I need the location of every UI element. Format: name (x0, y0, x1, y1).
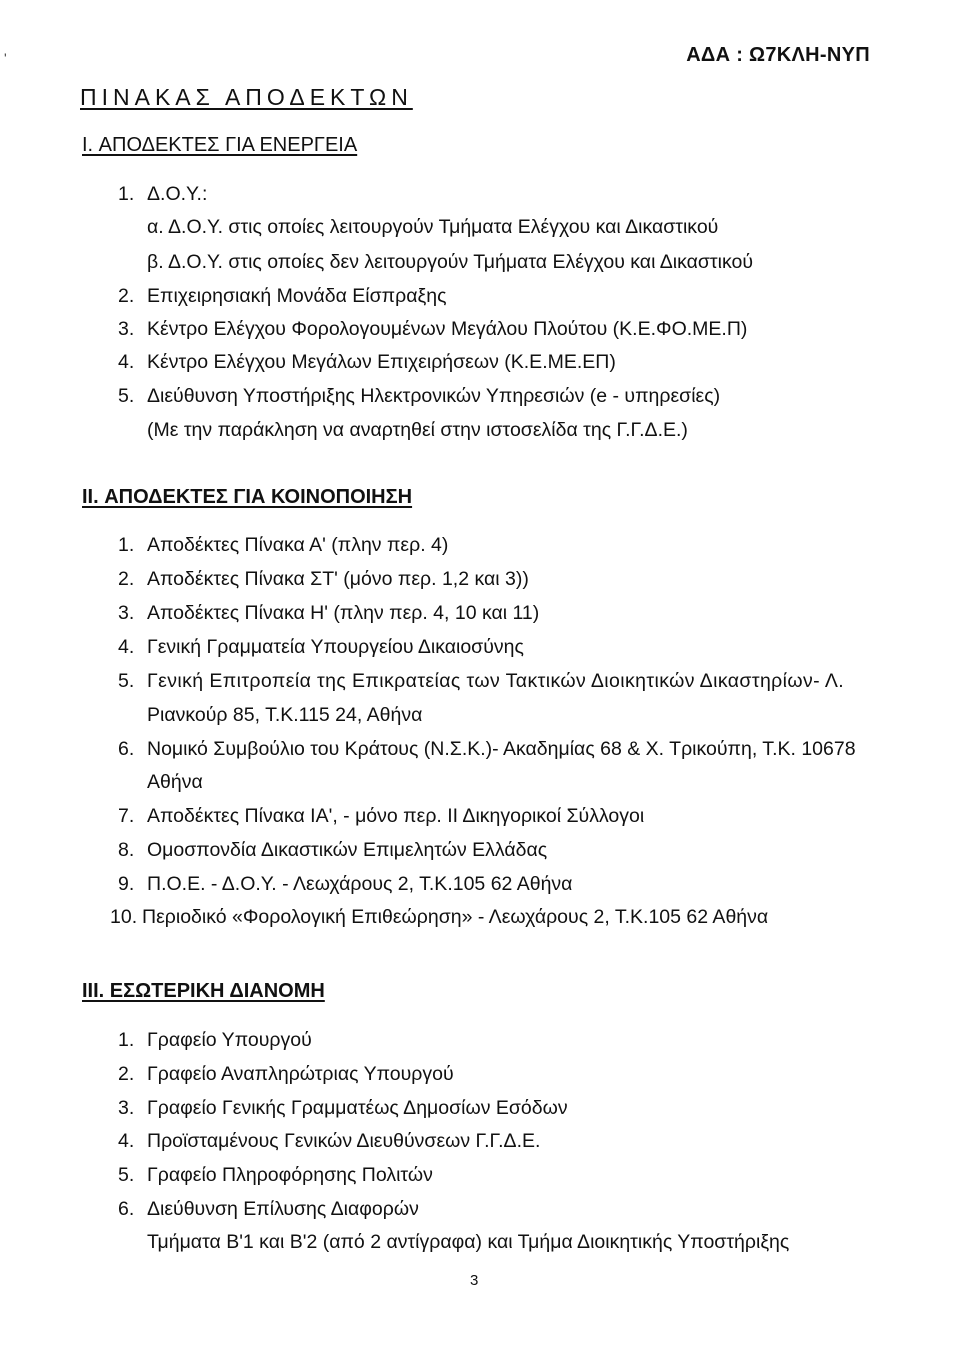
list-item: Αποδέκτες Πίνακα ΣΤ' (μόνο περ. 1,2 και 3)) (147, 568, 529, 590)
list-item-number: 10. (110, 906, 138, 928)
margin-mark: ʹ (4, 50, 7, 66)
list-item: α. Δ.Ο.Υ. στις οποίες λειτουργούν Τμήματα Ελέγχου και Δικαστικού (147, 216, 719, 238)
list-item: Γραφείο Γενικής Γραμματέως Δημοσίων Εσόδων (147, 1097, 568, 1119)
list-item: Γενική Γραμματεία Υπουργείου Δικαιοσύνης (147, 636, 524, 658)
page-number: 3 (470, 1272, 479, 1289)
list-item-number: 3. (118, 318, 135, 340)
section-1-heading: I. ΑΠΟΔΕΚΤΕΣ ΓΙΑ ΕΝΕΡΓΕΙΑ (82, 134, 358, 156)
list-item-number: 5. (118, 385, 135, 407)
list-item: Διεύθυνση Επίλυσης Διαφορών (147, 1198, 419, 1220)
list-item: Περιοδικό «Φορολογική Επιθεώρηση» - Λεωχάρους 2, Τ.Κ.105 62 Αθήνα (142, 906, 769, 928)
list-item-number: 1. (118, 534, 135, 556)
ada-code: ΑΔΑ : Ω7ΚΛΗ-ΝΥΠ (686, 44, 870, 66)
page-title: ΠΙΝΑΚΑΣ ΑΠΟΔΕΚΤΩΝ (80, 84, 413, 110)
list-item: Νομικό Συμβούλιο του Κράτους (Ν.Σ.Κ.)- Ακαδημίας 68 & Χ. Τρικούπη, Τ.Κ. 10678 (147, 738, 856, 760)
list-item-number: 5. (118, 1164, 135, 1186)
list-item: Γραφείο Υπουργού (147, 1029, 312, 1051)
list-item: Γραφείο Πληροφόρησης Πολιτών (147, 1164, 433, 1186)
list-item: Προϊσταμένους Γενικών Διευθύνσεων Γ.Γ.Δ.Ε. (147, 1130, 541, 1152)
list-item-number: 8. (118, 839, 135, 861)
list-item-number: 6. (118, 738, 135, 760)
list-item-number: 6. (118, 1198, 135, 1220)
list-item: Κέντρο Ελέγχου Φορολογουμένων Μεγάλου Πλούτου (Κ.Ε.ΦΟ.ΜΕ.Π) (147, 318, 748, 340)
list-item: Αθήνα (147, 771, 203, 793)
list-item-number: 4. (118, 636, 135, 658)
list-item: Αποδέκτες Πίνακα ΙΑ', - μόνο περ. ΙΙ Δικηγορικοί Σύλλογοι (147, 805, 645, 827)
list-item: Αποδέκτες Πίνακα Α' (πλην περ. 4) (147, 534, 449, 556)
list-item-number: 9. (118, 873, 135, 895)
list-item: Π.Ο.Ε. - Δ.Ο.Υ. - Λεωχάρους 2, Τ.Κ.105 62 Αθήνα (147, 873, 573, 895)
list-item-number: 2. (118, 1063, 135, 1085)
list-item: Επιχειρησιακή Μονάδα Είσπραξης (147, 285, 447, 307)
list-item: Γενική Επιτροπεία της Επικρατείας των Τακτικών Διοικητικών Δικαστηρίων- Λ. (147, 670, 845, 692)
list-item-number: 3. (118, 602, 135, 624)
list-item-number: 7. (118, 805, 135, 827)
list-item-number: 4. (118, 1130, 135, 1152)
section-2-heading: II. ΑΠΟΔΕΚΤΕΣ ΓΙΑ ΚΟΙΝΟΠΟΙΗΣΗ (82, 486, 413, 508)
list-item: Γραφείο Αναπληρώτριας Υπουργού (147, 1063, 454, 1085)
list-item-number: 1. (118, 1029, 135, 1051)
list-item-number: 5. (118, 670, 135, 692)
list-item: β. Δ.Ο.Υ. στις οποίες δεν λειτουργούν Τμήματα Ελέγχου και Δικαστικού (147, 251, 753, 273)
list-item: Τμήματα Β'1 και Β'2 (από 2 αντίγραφα) και Τμήμα Διοικητικής Υποστήριξης (147, 1231, 790, 1253)
section-3-heading: III. ΕΣΩΤΕΡΙΚΗ ΔΙΑΝΟΜΗ (82, 980, 325, 1002)
list-item-number: 4. (118, 351, 135, 373)
list-item-number: 1. (118, 183, 135, 205)
list-item: Αποδέκτες Πίνακα Η' (πλην περ. 4, 10 και 11) (147, 602, 540, 624)
list-item: Κέντρο Ελέγχου Μεγάλων Επιχειρήσεων (Κ.Ε.ΜΕ.ΕΠ) (147, 351, 616, 373)
list-item-number: 2. (118, 568, 135, 590)
list-item-number: 2. (118, 285, 135, 307)
list-item: Δ.Ο.Υ.: (147, 183, 208, 205)
list-item: Ομοσπονδία Δικαστικών Επιμελητών Ελλάδας (147, 839, 548, 861)
list-item: Ριανκούρ 85, Τ.Κ.115 24, Αθήνα (147, 704, 423, 726)
list-item: (Με την παράκληση να αναρτηθεί στην ιστοσελίδα της Γ.Γ.Δ.Ε.) (147, 419, 688, 441)
list-item-number: 3. (118, 1097, 135, 1119)
list-item: Διεύθυνση Υποστήριξης Ηλεκτρονικών Υπηρεσιών (e - υπηρεσίες) (147, 385, 721, 407)
